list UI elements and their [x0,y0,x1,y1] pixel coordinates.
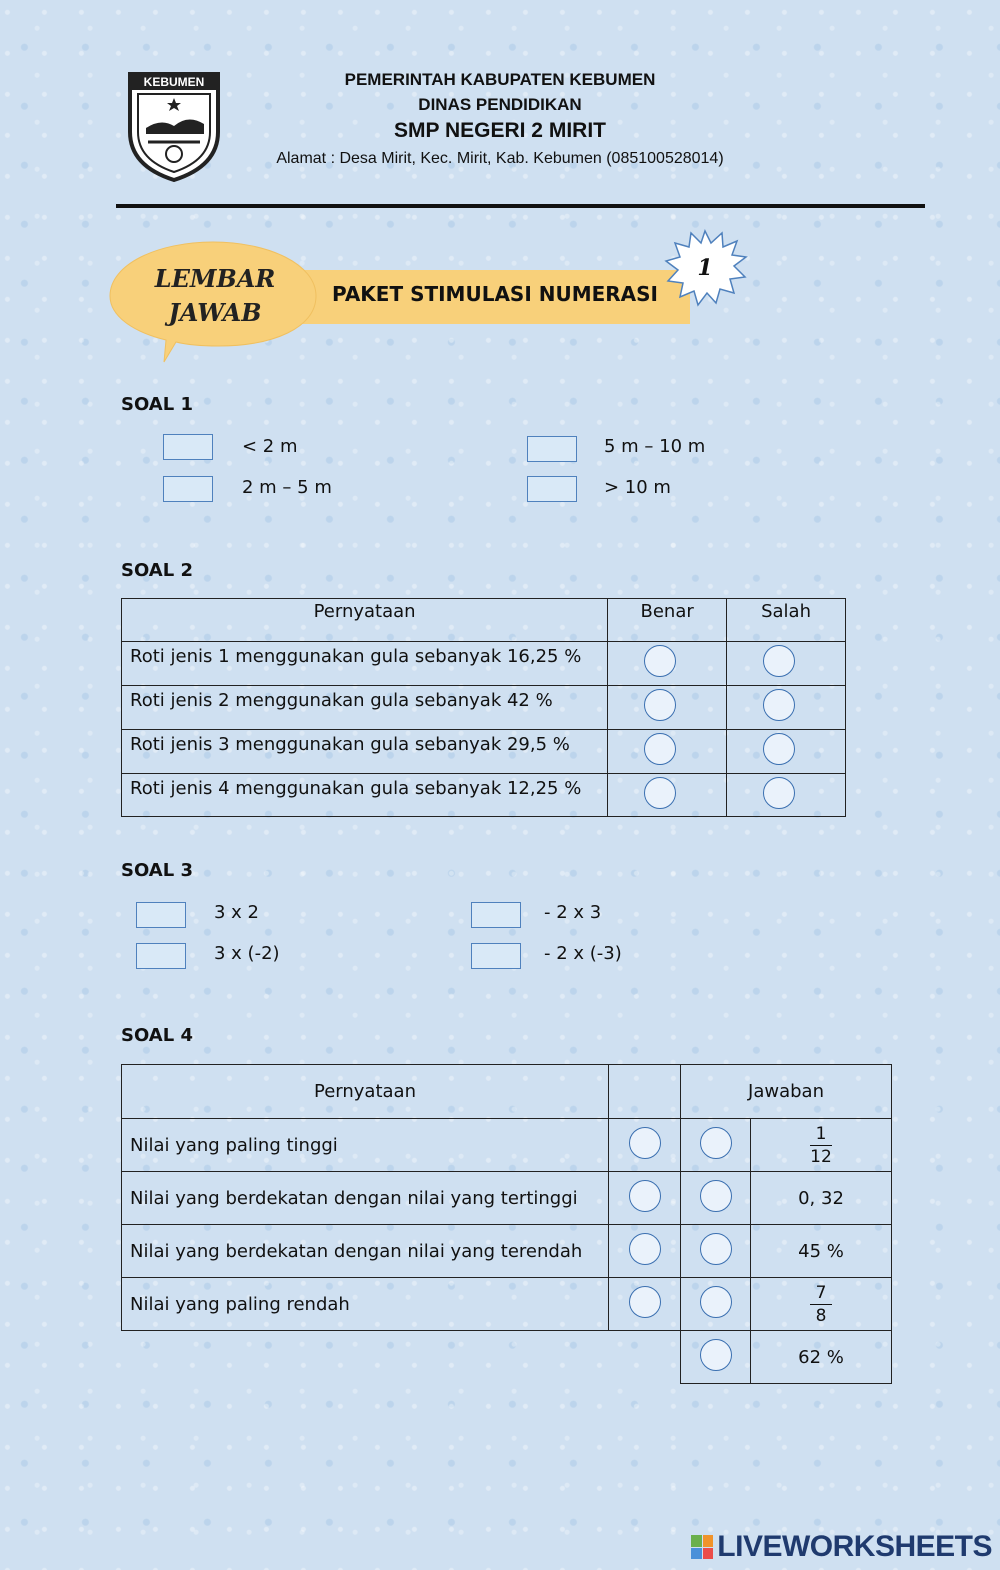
soal3-option-2: 3 x (-2) [214,943,280,964]
soal3-box-4[interactable] [471,943,521,969]
soal4-answer-radio-cell-2 [681,1172,751,1225]
soal1-box-3[interactable] [527,436,577,462]
soal4-statement-radio-cell-3 [609,1225,681,1278]
soal4-empty-cell-2 [609,1331,681,1384]
table-row [122,642,846,686]
emblem-text: KEBUMEN [143,75,205,89]
brand-text: LIVEWORKSHEETS [717,1530,992,1563]
header-divider [116,204,925,208]
fraction-numerator: 1 [815,1123,827,1144]
soal4-header-row [122,1065,892,1119]
soal4-statement-radio-cell-1 [609,1119,681,1172]
header-address: Alamat : Desa Mirit, Kec. Mirit, Kab. Kebumen (085100528014) [276,150,724,167]
soal2-salah-cell-4 [727,774,846,817]
soal1-box-4[interactable] [527,476,577,502]
fraction-7-8 [810,1283,832,1326]
soal1-option-1: < 2 m [242,436,298,457]
soal1-box-1[interactable] [163,434,213,460]
soal4-table [121,1064,892,1384]
paket-number: 1 [697,255,713,281]
soal4-statement-radio-3[interactable] [629,1233,661,1265]
soal3-box-2[interactable] [136,943,186,969]
table-row [122,730,846,774]
soal3-label: SOAL 3 [121,860,193,881]
fraction-bar [810,1145,832,1146]
soal4-answer-radio-cell-4 [681,1278,751,1331]
fraction-denominator: 12 [810,1147,832,1168]
soal4-statement-radio-1[interactable] [629,1127,661,1159]
soal4-answer-5: 62 % [751,1331,892,1384]
soal4-answer-3: 45 % [751,1225,892,1278]
table-row [122,1172,892,1225]
header-government: PEMERINTAH KABUPATEN KEBUMEN [344,70,656,89]
soal2-header-salah: Salah [727,599,846,642]
soal4-statement-radio-4[interactable] [629,1286,661,1318]
soal2-benar-radio-4[interactable] [644,777,676,809]
soal4-statement-3: Nilai yang berdekatan dengan nilai yang terendah [122,1225,609,1278]
soal4-answer-radio-3[interactable] [700,1233,732,1265]
soal2-salah-cell-1 [727,642,846,686]
soal2-benar-cell-1 [608,642,727,686]
liveworksheets-brand[interactable] [691,1530,992,1564]
soal1-option-2: 2 m – 5 m [242,477,332,498]
soal1-option-3: 5 m – 10 m [604,436,706,457]
soal3-option-1: 3 x 2 [214,902,259,923]
soal2-statement-2: Roti jenis 2 menggunakan gula sebanyak 42 % [122,686,608,730]
fraction-bar [810,1304,832,1305]
soal4-answer-4 [751,1278,892,1331]
soal4-answer-1 [751,1119,892,1172]
soal4-answer-radio-cell-1 [681,1119,751,1172]
table-row [122,686,846,730]
header-department: DINAS PENDIDIKAN [418,95,582,114]
soal3-option-3: - 2 x 3 [544,902,602,923]
header-school: SMP NEGERI 2 MIRIT [394,119,606,142]
soal1-option-4: > 10 m [604,477,671,498]
soal2-label: SOAL 2 [121,560,193,581]
soal2-statement-4: Roti jenis 4 menggunakan gula sebanyak 12,25 % [122,774,608,817]
soal2-salah-cell-2 [727,686,846,730]
soal2-header-row [122,599,846,642]
soal2-salah-radio-3[interactable] [763,733,795,765]
soal2-benar-radio-3[interactable] [644,733,676,765]
table-row [122,774,846,817]
liveworksheets-logo-icon [691,1535,713,1559]
soal2-benar-cell-4 [608,774,727,817]
fraction-1-12 [810,1124,832,1167]
soal2-benar-cell-3 [608,730,727,774]
kebumen-emblem [126,70,222,182]
soal4-header-answer: Jawaban [681,1065,892,1119]
soal2-benar-radio-1[interactable] [644,645,676,677]
soal1-label: SOAL 1 [121,394,193,415]
soal3-option-4: - 2 x (-3) [544,943,622,964]
soal2-header-statement: Pernyataan [122,599,608,642]
soal2-statement-1: Roti jenis 1 menggunakan gula sebanyak 16,25 % [122,642,608,686]
table-row [122,1331,892,1384]
soal4-label: SOAL 4 [121,1025,193,1046]
soal2-salah-radio-4[interactable] [763,777,795,809]
fraction-numerator: 7 [815,1282,827,1303]
soal4-statement-radio-cell-4 [609,1278,681,1331]
soal4-statement-radio-2[interactable] [629,1180,661,1212]
bubble-label [130,262,300,330]
soal4-header-blank [609,1065,681,1119]
soal4-empty-cell [122,1331,609,1384]
soal1-box-2[interactable] [163,476,213,502]
soal4-answer-radio-1[interactable] [700,1127,732,1159]
soal2-table [121,598,846,817]
table-row [122,1119,892,1172]
soal2-statement-3: Roti jenis 3 menggunakan gula sebanyak 29,5 % [122,730,608,774]
bubble-line-1: LEMBAR [154,264,276,293]
soal2-header-benar: Benar [608,599,727,642]
soal4-statement-radio-cell-2 [609,1172,681,1225]
worksheet-title: PAKET STIMULASI NUMERASI [332,282,658,306]
soal4-statement-1: Nilai yang paling tinggi [122,1119,609,1172]
soal4-statement-4: Nilai yang paling rendah [122,1278,609,1331]
soal4-answer-radio-2[interactable] [700,1180,732,1212]
soal4-answer-radio-cell-5 [681,1331,751,1384]
soal2-benar-cell-2 [608,686,727,730]
soal2-salah-radio-1[interactable] [763,645,795,677]
soal4-answer-radio-4[interactable] [700,1286,732,1318]
table-row [122,1225,892,1278]
soal3-box-3[interactable] [471,902,521,928]
soal2-salah-radio-2[interactable] [763,689,795,721]
soal4-answer-radio-5[interactable] [700,1339,732,1371]
soal4-answer-2: 0, 32 [751,1172,892,1225]
soal4-statement-2: Nilai yang berdekatan dengan nilai yang tertinggi [122,1172,609,1225]
soal4-header-statement: Pernyataan [122,1065,609,1119]
fraction-denominator: 8 [815,1306,827,1327]
soal2-benar-radio-2[interactable] [644,689,676,721]
soal2-salah-cell-3 [727,730,846,774]
soal3-box-1[interactable] [136,902,186,928]
table-row [122,1278,892,1331]
bubble-line-2: JAWAB [168,298,262,327]
soal4-answer-radio-cell-3 [681,1225,751,1278]
